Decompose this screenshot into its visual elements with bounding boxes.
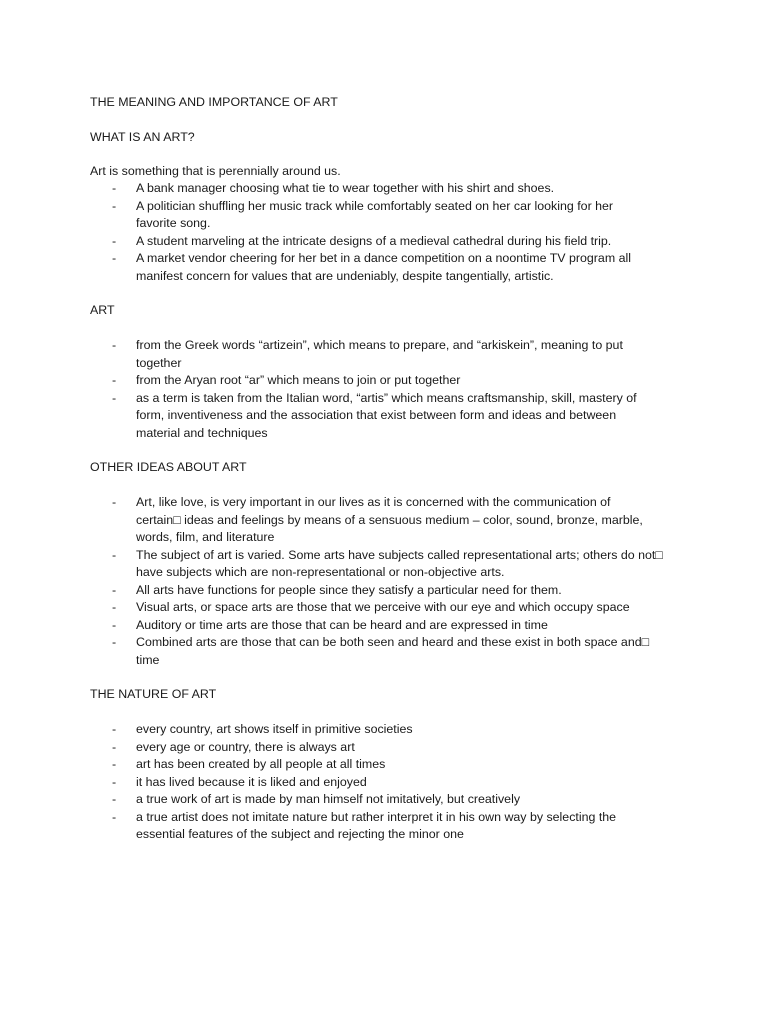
list-item-text: Art, like love, is very important in our lives as it is concerned with the communication of certain□ ideas and feelings by means of a sensuous medium – color, sound, bronze, marble, words, film, and literature: [136, 495, 643, 544]
bullet-dash: -: [112, 181, 117, 195]
list-item: [90, 494, 690, 547]
bullet-dash: -: [112, 390, 117, 405]
bullet-dash: -: [112, 373, 117, 387]
document-title: THE MEANING AND IMPORTANCE OF ART: [90, 95, 338, 109]
list-item-text: a true artist does not imitate nature but rather interpret it in his own way by selecting the essential features of the subject and rejecting the minor one: [136, 809, 617, 841]
bullet-dash: -: [112, 547, 117, 562]
list-item: [90, 791, 690, 809]
list-item-text: it has lived because it is liked and enjoyed: [136, 774, 367, 789]
nature-of-art-list: [90, 721, 690, 844]
list-item-text: Auditory or time arts are those that can be heard and are expressed in time: [136, 617, 548, 632]
list-item: [90, 739, 690, 757]
list-item-text: every country, art shows itself in primitive societies: [136, 722, 413, 736]
what-is-art-list: [90, 180, 690, 285]
bullet-dash: -: [112, 600, 117, 614]
section-heading-art: ART: [90, 303, 115, 317]
list-item: [90, 250, 690, 285]
bullet-dash: -: [112, 338, 117, 352]
list-item: [90, 617, 690, 635]
other-ideas-list: [90, 494, 690, 669]
bullet-dash: -: [112, 198, 117, 213]
list-item-text: A market vendor cheering for her bet in a dance competition on a noontime TV program all manifest concern for values that are undeniably, despite tangentially, artistic.: [136, 251, 631, 283]
section-heading-nature-of-art: THE NATURE OF ART: [90, 687, 217, 701]
bullet-dash: -: [112, 757, 117, 771]
list-item-text: A politician shuffling her music track while comfortably seated on her car looking for her favorite song.: [136, 198, 614, 230]
bullet-dash: -: [112, 635, 117, 649]
list-item-text: as a term is taken from the Italian word, “artis” which means craftsmanship, skill, mastery of form, inventiveness and the association that exist between form and ideas and between material and techniques: [136, 390, 637, 440]
section-heading-what-is-art: WHAT IS AN ART?: [90, 130, 195, 144]
list-item: [90, 390, 690, 443]
bullet-dash: -: [112, 739, 117, 754]
list-item: [90, 582, 690, 600]
bullet-dash: -: [112, 792, 117, 806]
list-item-text: from the Greek words “artizein”, which means to prepare, and “arkiskein”, meaning to put together: [136, 338, 623, 370]
bullet-dash: -: [112, 495, 117, 509]
list-item: [90, 809, 690, 844]
bullet-dash: -: [112, 809, 117, 824]
bullet-dash: -: [112, 582, 117, 597]
list-item: [90, 372, 690, 390]
list-item: [90, 180, 690, 198]
list-item: [90, 756, 690, 774]
list-item: [90, 547, 690, 582]
list-item-text: All arts have functions for people since they satisfy a particular need for them.: [136, 582, 562, 597]
bullet-dash: -: [112, 722, 117, 736]
list-item: [90, 233, 690, 251]
list-item: [90, 198, 690, 233]
list-item-text: art has been created by all people at all times: [136, 757, 386, 771]
list-item-text: every age or country, there is always art: [136, 739, 355, 754]
bullet-dash: -: [112, 233, 117, 248]
art-etymology-list: [90, 337, 690, 442]
list-item-text: A student marveling at the intricate designs of a medieval cathedral during his field trip.: [136, 233, 612, 248]
list-item: [90, 634, 690, 669]
list-item: [90, 337, 690, 372]
intro-paragraph: Art is something that is perennially around us.: [90, 164, 341, 178]
list-item-text: Visual arts, or space arts are those that we perceive with our eye and which occupy space: [136, 600, 630, 614]
list-item-text: The subject of art is varied. Some arts have subjects called representational arts; others do not□ have subjects which are non-representational or non-objective arts.: [136, 547, 663, 579]
list-item-text: from the Aryan root “ar” which means to join or put together: [136, 373, 461, 387]
bullet-dash: -: [112, 774, 117, 789]
bullet-dash: -: [112, 617, 117, 632]
list-item: [90, 599, 690, 617]
list-item: [90, 721, 690, 739]
list-item-text: Combined arts are those that can be both seen and heard and these exist in both space and□ time: [136, 635, 650, 667]
list-item: [90, 774, 690, 792]
list-item-text: A bank manager choosing what tie to wear together with his shirt and shoes.: [136, 181, 555, 195]
list-item-text: a true work of art is made by man himself not imitatively, but creatively: [136, 792, 521, 806]
bullet-dash: -: [112, 251, 117, 265]
section-heading-other-ideas: OTHER IDEAS ABOUT ART: [90, 460, 247, 474]
